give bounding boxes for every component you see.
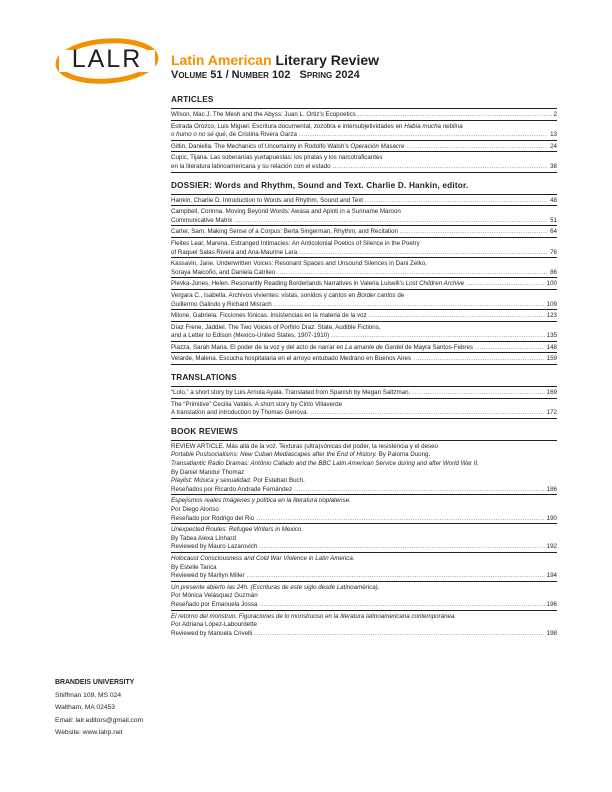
- page-number: 196: [546, 600, 557, 608]
- page-number: 48: [550, 196, 557, 204]
- review-entry[interactable]: REVIEW ARTICLE. Más allá de la voz. Texturas (ultra)sónicas del poder, la resistencia y el deseo Portable Postsocialisms: New Cuban Mediascapes after the End of History. By Paloma Duong. Transatlantic Radio Dramas: Antônio Callado and the BBC Latin American Service during and after World War II. By Daniel Mandur Thomaz Playlist: Música y sexualidad. Por Esteban Buch. Reseñados por Ricardo Andrade Fernández . . . 186: [171, 443, 557, 495]
- university-name: BRANDEIS UNIVERSITY: [55, 679, 135, 686]
- page-number: 64: [550, 228, 557, 236]
- toc-entry[interactable]: The “Primitive” Cecilia Valdés. A short story by Cirilo Villaverde A translation and introduction by Thomas Genova. . . . 172: [171, 401, 557, 418]
- section-heading-articles: ARTICLES: [171, 95, 214, 104]
- toc-entry[interactable]: Carter, Sam. Making Sense of a Corpus: Berta Singerman, Rhythm, and Recitation . . . 64: [171, 228, 557, 237]
- toc-entry[interactable]: Velarde, Malena. Escucha hospitalaria en el arroyo entubado Medrano en Buenos Aires . . . 159: [171, 355, 557, 364]
- section-heading-translations: TRANSLATIONS: [171, 373, 237, 383]
- toc-entry[interactable]: Vergara C., Isabella. Archivos vivientes: vistas, sonidos y cantos en Border cantos de Guillermo Galindo y Richard Misrach . . . 109: [171, 292, 557, 309]
- journal-title-accent: Latin American: [171, 52, 272, 68]
- page-number: 24: [550, 142, 557, 150]
- page-number: 169: [546, 389, 557, 397]
- page-number: 86: [550, 268, 557, 276]
- page-number: 2: [553, 111, 557, 118]
- journal-title: [171, 52, 379, 68]
- address-block: [55, 677, 170, 740]
- toc-entry[interactable]: Estrada Orozco, Luis Miguel. Escritura documental, zozobra e intersubjetividades en Había mucha neblina o humo o no sé qué, de Cristina Rivera Garza . . . 13: [171, 123, 557, 140]
- review-entry[interactable]: Unexpected Routes: Refugee Writers in Mexico. By Tabea Alexa Linhard Reviewed by Mauro Lazarovich . . . 192: [171, 526, 557, 552]
- toc-entry[interactable]: Piazza, Sarah Maria. El poder de la voz y del acto de narrar en La amante de Gardel de Mayra Santos-Febres . . . 148: [171, 344, 557, 353]
- toc-entry[interactable]: Cupic, Tijana. Las soberanías yuxtapuestas: los piratas y los narcotraficantes en la literatura latinoamericana y su relación con el estado . . . 38: [171, 154, 557, 171]
- page-number: 135: [546, 332, 557, 340]
- page-number: 13: [550, 131, 557, 139]
- email-link[interactable]: Email: lalr.editors@gmail.com: [55, 716, 144, 724]
- volume-line: [171, 69, 360, 81]
- review-entry[interactable]: El retorno del monstruo. Figuraciones de lo monstruoso en la literatura latinoamericana contemporánea. Por Adriana López-Labourdette Reviewed by Manuela Crivelli . . . 198: [171, 613, 557, 639]
- toc-entry[interactable]: Campbell, Corinna. Moving Beyond Words: Awasa and Apinti in a Suriname Maroon Communicative Matrix . . . 51: [171, 208, 557, 225]
- page-number: 148: [546, 343, 557, 351]
- page-number: 190: [546, 514, 557, 522]
- toc-entry[interactable]: Kassavin, Jane. Underwritten Voices: Resonant Spaces and Unsound Silences in Dani Zelko, Soraya Maicoño, and Daniela Catrileo . . . 86: [171, 260, 557, 277]
- journal-logo: [55, 35, 159, 93]
- section-heading-dossier: DOSSIER: Words and Rhythm, Sound and Text. Charlie D. Hankin, editor.: [171, 180, 469, 190]
- toc-entry[interactable]: Milone, Gabriela. Ficciones fónicas. Insistencias en la materia de la voz . . . 123: [171, 312, 557, 321]
- toc-entry[interactable]: Hankin, Charlie D. Introduction to Words and Rhythm, Sound and Text . . . 48: [171, 197, 557, 206]
- toc-entry[interactable]: Díaz Frene, Jaddiel. The Two Voices of Porfirio Díaz: State, Audible Fictions, and a Letter to Edison (Mexico-United States, 1907-1910) . . . 135: [171, 324, 557, 341]
- page-number: 159: [546, 355, 557, 363]
- section-heading-reviews: BOOK REVIEWS: [171, 426, 238, 436]
- page-number: 194: [546, 572, 557, 580]
- logo-text: LALR: [71, 45, 143, 73]
- toc-entry[interactable]: “Lolo,” a short story by Luis Arriola Ayala. Translated from Spanish by Megan Saltzman. . . . 169: [171, 389, 557, 398]
- toc-entry[interactable]: Fleites Lear, Marena. Estranged Intimacies: An Anticolonial Poetics of Silence in the Poetry of Raquel Salas Rivera and Ana-Maurine Lara . . . 76: [171, 240, 557, 257]
- page-number: 51: [550, 216, 557, 224]
- section-divider: [171, 108, 557, 109]
- issue-season: Spring 2024: [299, 69, 360, 81]
- journal-title-rest: Literary Review: [275, 52, 380, 68]
- review-entry[interactable]: Un presente abierto las 24h. (Escrituras de este siglo desde Latinoamérica). Por Mónica Velásquez Guzmán Reseñado por Emanuela Jossa . . . 196: [171, 584, 557, 610]
- toc-entry[interactable]: Plevka-Jones, Helen. Resonantly Reading Borderlands Narratives in Valeria Luiselli’s Lost Children Archive . . . 100: [171, 280, 557, 289]
- page-number: 192: [546, 543, 557, 551]
- page-number: 198: [546, 629, 557, 637]
- volume-number: Volume 51 / Number 102: [171, 69, 291, 81]
- review-entry[interactable]: Holocaust Consciousness and Cold War Violence in Latin America. By Estelle Tarica Reviewed by Marilyn Miller . . . 194: [171, 555, 557, 581]
- page-number: 100: [546, 280, 557, 288]
- page-number: 172: [546, 409, 557, 417]
- page-number: 186: [546, 485, 557, 493]
- toc-entry[interactable]: Wilson, Mac J. The Mesh and the Abyss: Juan L. Ortiz’s Ecopoetics . . . 2: [171, 111, 557, 120]
- toc-entry[interactable]: Gitlin, Daniella. The Mechanics of Uncertainty in Rodolfo Walsh’s Operación Masacre . . . 24: [171, 143, 557, 152]
- street-address: Shiffman 109, MS 024: [55, 691, 122, 699]
- page-number: 109: [546, 300, 557, 308]
- city-address: Waltham, MA 02453: [55, 704, 115, 711]
- website-link[interactable]: Website: www.lalrp.net: [55, 729, 123, 736]
- page-number: 38: [550, 162, 557, 170]
- page-number: 76: [550, 248, 557, 256]
- review-entry[interactable]: Espejismos reales Imágenes y política en la literatura rioplatense. Por Diego Alonso Reseñado por Rodrigo del Rio . . . 190: [171, 497, 557, 523]
- page-number: 123: [546, 312, 557, 320]
- table-of-contents: [171, 95, 557, 638]
